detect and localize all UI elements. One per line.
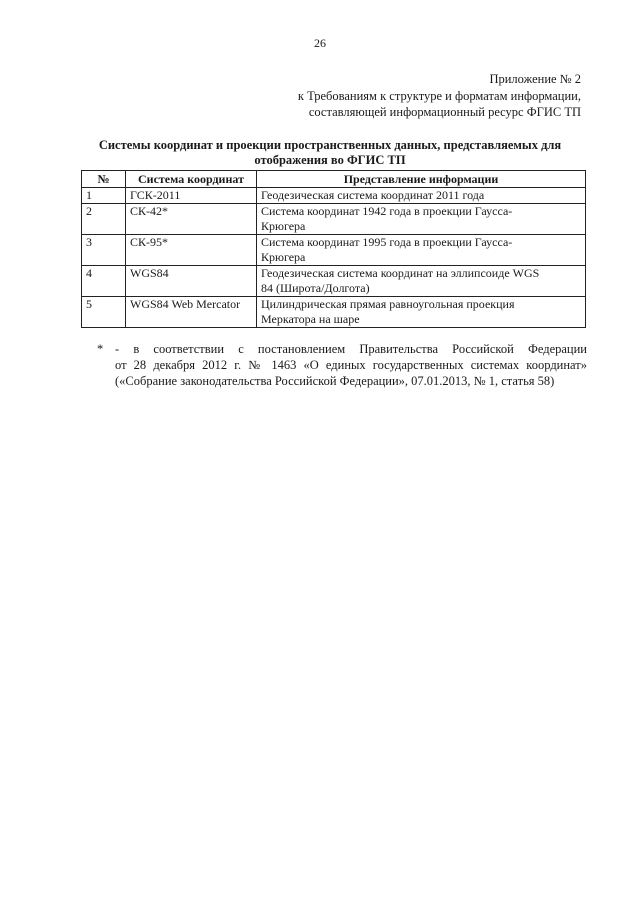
representation-line2: Меркатора на шаре <box>261 312 360 326</box>
representation-line2: 84 (Широта/Долгота) <box>261 281 370 295</box>
table-row <box>82 188 586 204</box>
header-number: № <box>82 171 126 188</box>
footnote-line1: - в соответствии с постановлением Правительства Российской Федерации <box>115 342 587 356</box>
row-representation <box>257 204 586 235</box>
representation-line2: Крюгера <box>261 250 306 264</box>
row-number: 5 <box>82 297 126 328</box>
representation-line1: Система координат 1942 года в проекции Гаусса- <box>261 204 513 218</box>
row-representation <box>257 235 586 266</box>
row-representation <box>257 266 586 297</box>
header-representation: Представление информации <box>257 171 586 188</box>
row-system: СК-95* <box>126 235 257 266</box>
row-system: СК-42* <box>126 204 257 235</box>
title-line2: отображения во ФГИС ТП <box>254 153 406 167</box>
row-number: 4 <box>82 266 126 297</box>
table-row <box>82 266 586 297</box>
appendix-number: Приложение № 2 <box>489 72 581 86</box>
footnote-marker: * <box>97 342 104 356</box>
representation-line1: Система координат 1995 года в проекции Гаусса- <box>261 235 513 249</box>
row-representation <box>257 297 586 328</box>
header-system: Система координат <box>126 171 257 188</box>
document-title <box>70 138 590 168</box>
appendix-header <box>298 71 581 121</box>
row-system: WGS84 <box>126 266 257 297</box>
table-row <box>82 204 586 235</box>
page-number: 26 <box>314 36 326 50</box>
coordinate-systems-table <box>81 170 586 328</box>
row-number: 1 <box>82 188 126 204</box>
row-representation <box>257 188 586 204</box>
row-system: WGS84 Web Mercator <box>126 297 257 328</box>
table-header-row <box>82 171 586 188</box>
footnote-line3: («Собрание законодательства Российской Федерации», 07.01.2013, № 1, статья 58) <box>115 374 555 388</box>
representation-line1: Цилиндрическая прямая равноугольная проекция <box>261 297 515 311</box>
title-line1: Системы координат и проекции пространственных данных, представляемых для <box>98 138 562 152</box>
row-number: 3 <box>82 235 126 266</box>
row-number: 2 <box>82 204 126 235</box>
row-system: ГСК-2011 <box>126 188 257 204</box>
table-row <box>82 235 586 266</box>
table-row <box>82 297 586 328</box>
representation-line1: Геодезическая система координат 2011 года <box>261 188 485 202</box>
representation-line2: Крюгера <box>261 219 306 233</box>
appendix-reference-line2: составляющей информационный ресурс ФГИС ТП <box>308 105 581 119</box>
footnote-line2: от 28 декабря 2012 г. № 1463 «О единых государственных системах координат» <box>115 358 587 372</box>
representation-line1: Геодезическая система координат на эллипсоиде WGS <box>261 266 540 280</box>
appendix-reference-line1: к Требованиям к структуре и форматам информации, <box>297 88 581 103</box>
